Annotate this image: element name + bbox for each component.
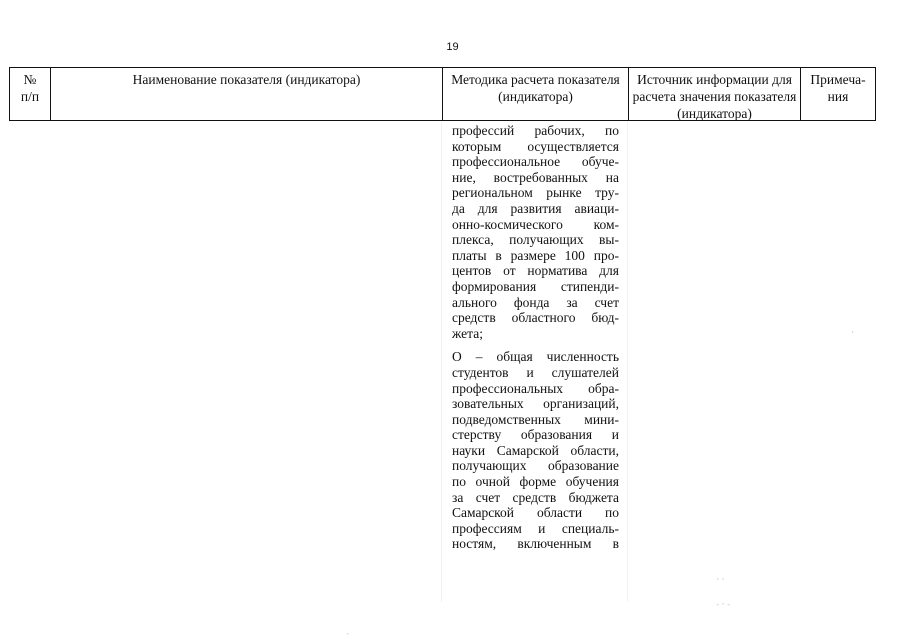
column-divider xyxy=(627,122,628,602)
header-method-label: Методика расчета показателя (индикатора) xyxy=(451,72,620,104)
header-source xyxy=(629,68,801,120)
method-paragraph-1 xyxy=(452,123,619,341)
header-name xyxy=(51,68,443,120)
text-line: онно-космического ком- xyxy=(452,216,619,232)
text-line: центов от норматива для xyxy=(452,263,619,279)
column-divider xyxy=(441,122,442,602)
text-line: стерству образования и xyxy=(452,427,619,443)
text-line: науки Самарской области, xyxy=(452,442,619,458)
scan-noise: · xyxy=(850,328,856,338)
text-line: получающих образование xyxy=(452,458,619,474)
header-num-label: № п/п xyxy=(20,72,40,104)
text-line: профессиям и специаль- xyxy=(452,520,619,536)
text-line: по очной форме обучения xyxy=(452,474,619,490)
scan-noise: -·- xyxy=(715,600,732,610)
scan-noise: ·· xyxy=(715,575,726,585)
text-line: которым осуществляется xyxy=(452,138,619,154)
header-notes xyxy=(801,68,875,120)
header-num xyxy=(10,68,51,120)
text-line: формирования стипенди- xyxy=(452,278,619,294)
header-method xyxy=(443,68,629,120)
text-line: жета; xyxy=(452,325,483,341)
text-line: региональном рынке тру- xyxy=(452,185,619,201)
text-line: ального фонда за счет xyxy=(452,294,619,310)
text-line: студентов и слушателей xyxy=(452,364,619,380)
header-source-label: Источник информации для расчета значения показателя (индикатора) xyxy=(632,72,797,121)
text-line: плекса, получающих вы- xyxy=(452,232,619,248)
text-line: зовательных организаций, xyxy=(452,396,619,412)
page-number: 19 xyxy=(446,41,459,53)
text-line: профессий рабочих, по xyxy=(452,123,619,138)
text-line: подведомственных мини- xyxy=(452,411,619,427)
table-header-row xyxy=(9,67,876,121)
header-name-label: Наименование показателя (индикатора) xyxy=(132,72,361,87)
method-cell xyxy=(452,123,619,552)
text-line: ностям, включенным в xyxy=(452,536,619,552)
text-line: за счет средств бюджета xyxy=(452,489,619,505)
text-line: профессиональных обра- xyxy=(452,380,619,396)
method-paragraph-2 xyxy=(452,349,619,552)
text-line: О – общая численность xyxy=(452,349,619,365)
text-line: платы в размере 100 про- xyxy=(452,247,619,263)
text-line: средств областного бюд- xyxy=(452,310,619,326)
text-line: Самарской области по xyxy=(452,505,619,521)
scan-noise: · xyxy=(345,630,351,640)
text-line: ние, востребованных на xyxy=(452,169,619,185)
text-line: профессиональное обуче- xyxy=(452,154,619,170)
text-line: да для развития авиаци- xyxy=(452,200,619,216)
header-notes-label: Примеча- ния xyxy=(810,72,866,104)
